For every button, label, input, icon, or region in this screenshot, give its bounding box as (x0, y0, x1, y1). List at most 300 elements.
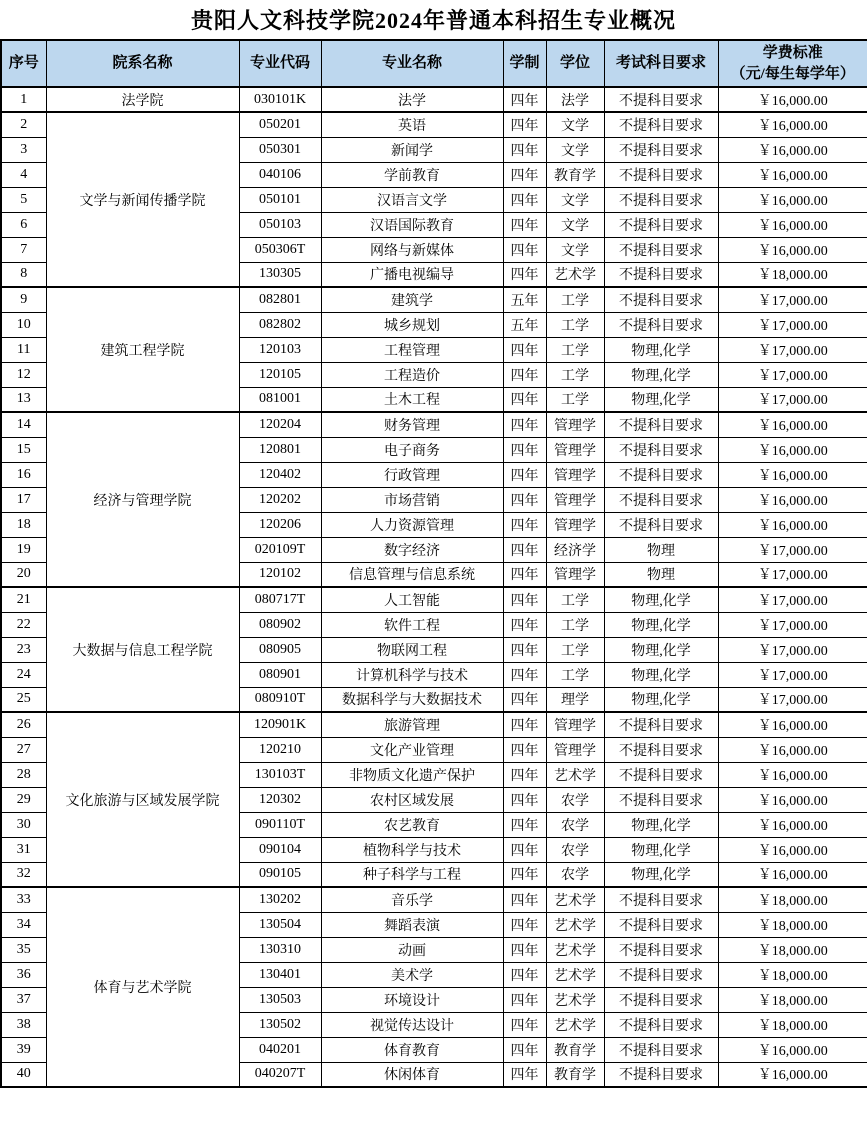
exam-requirement-cell: 不提科目要求 (604, 212, 718, 237)
major-code-cell: 130310 (239, 937, 321, 962)
major-code-cell: 040207T (239, 1062, 321, 1087)
duration-cell: 四年 (503, 537, 546, 562)
degree-cell: 管理学 (546, 487, 604, 512)
major-name-cell: 广播电视编导 (321, 262, 503, 287)
exam-requirement-cell: 不提科目要求 (604, 287, 718, 312)
duration-cell: 四年 (503, 637, 546, 662)
major-code-cell: 090110T (239, 812, 321, 837)
exam-requirement-cell: 不提科目要求 (604, 912, 718, 937)
row-number-cell: 28 (1, 762, 46, 787)
major-code-cell: 080901 (239, 662, 321, 687)
row-number-cell: 5 (1, 187, 46, 212)
major-code-cell: 130502 (239, 1012, 321, 1037)
exam-requirement-cell: 不提科目要求 (604, 737, 718, 762)
row-number-cell: 7 (1, 237, 46, 262)
major-name-cell: 电子商务 (321, 437, 503, 462)
row-number-cell: 31 (1, 837, 46, 862)
exam-requirement-cell: 不提科目要求 (604, 762, 718, 787)
major-name-cell: 种子科学与工程 (321, 862, 503, 887)
major-code-cell: 050306T (239, 237, 321, 262)
exam-requirement-cell: 不提科目要求 (604, 1062, 718, 1087)
duration-cell: 四年 (503, 712, 546, 737)
duration-cell: 四年 (503, 687, 546, 712)
row-number-cell: 39 (1, 1037, 46, 1062)
major-name-cell: 旅游管理 (321, 712, 503, 737)
degree-cell: 管理学 (546, 712, 604, 737)
major-name-cell: 人工智能 (321, 587, 503, 612)
row-number-cell: 21 (1, 587, 46, 612)
degree-cell: 工学 (546, 362, 604, 387)
duration-cell: 四年 (503, 512, 546, 537)
major-code-cell: 120302 (239, 787, 321, 812)
header-row-number: 序号 (1, 40, 46, 87)
major-name-cell: 学前教育 (321, 162, 503, 187)
fee-cell: ￥17,000.00 (718, 387, 867, 412)
college-name-cell: 文化旅游与区域发展学院 (46, 712, 239, 887)
row-number-cell: 29 (1, 787, 46, 812)
major-code-cell: 082801 (239, 287, 321, 312)
header-fee-line1: 学费标准 (762, 45, 823, 62)
exam-requirement-cell: 物理,化学 (604, 387, 718, 412)
table-body (1, 87, 867, 1087)
major-code-cell: 120103 (239, 337, 321, 362)
duration-cell: 四年 (503, 487, 546, 512)
fee-cell: ￥16,000.00 (718, 1062, 867, 1087)
major-code-cell: 090105 (239, 862, 321, 887)
degree-cell: 农学 (546, 837, 604, 862)
major-code-cell: 120204 (239, 412, 321, 437)
row-number-cell: 2 (1, 112, 46, 137)
exam-requirement-cell: 不提科目要求 (604, 112, 718, 137)
fee-cell: ￥16,000.00 (718, 837, 867, 862)
degree-cell: 艺术学 (546, 887, 604, 912)
fee-cell: ￥16,000.00 (718, 812, 867, 837)
table-row (1, 412, 867, 437)
major-code-cell: 120202 (239, 487, 321, 512)
exam-requirement-cell: 物理,化学 (604, 687, 718, 712)
row-number-cell: 14 (1, 412, 46, 437)
major-code-cell: 050201 (239, 112, 321, 137)
duration-cell: 四年 (503, 887, 546, 912)
fee-cell: ￥18,000.00 (718, 262, 867, 287)
major-name-cell: 汉语国际教育 (321, 212, 503, 237)
duration-cell: 四年 (503, 762, 546, 787)
fee-cell: ￥17,000.00 (718, 537, 867, 562)
fee-cell: ￥18,000.00 (718, 987, 867, 1012)
fee-cell: ￥17,000.00 (718, 637, 867, 662)
duration-cell: 四年 (503, 212, 546, 237)
major-name-cell: 农艺教育 (321, 812, 503, 837)
duration-cell: 四年 (503, 862, 546, 887)
major-name-cell: 网络与新媒体 (321, 237, 503, 262)
major-code-cell: 080905 (239, 637, 321, 662)
header-major-name: 专业名称 (321, 40, 503, 87)
fee-cell: ￥17,000.00 (718, 362, 867, 387)
duration-cell: 四年 (503, 987, 546, 1012)
exam-requirement-cell: 物理 (604, 537, 718, 562)
degree-cell: 工学 (546, 387, 604, 412)
exam-requirement-cell: 物理,化学 (604, 637, 718, 662)
degree-cell: 艺术学 (546, 937, 604, 962)
major-code-cell: 050301 (239, 137, 321, 162)
major-code-cell: 080717T (239, 587, 321, 612)
header-fee-line2: （元/每生每学年） (730, 65, 855, 82)
major-code-cell: 040201 (239, 1037, 321, 1062)
row-number-cell: 12 (1, 362, 46, 387)
fee-cell: ￥16,000.00 (718, 237, 867, 262)
duration-cell: 五年 (503, 287, 546, 312)
fee-cell: ￥18,000.00 (718, 912, 867, 937)
duration-cell: 四年 (503, 1037, 546, 1062)
major-code-cell: 130305 (239, 262, 321, 287)
major-name-cell: 舞蹈表演 (321, 912, 503, 937)
degree-cell: 工学 (546, 287, 604, 312)
exam-requirement-cell: 物理,化学 (604, 337, 718, 362)
fee-cell: ￥18,000.00 (718, 937, 867, 962)
degree-cell: 管理学 (546, 737, 604, 762)
duration-cell: 四年 (503, 562, 546, 587)
major-code-cell: 090104 (239, 837, 321, 862)
row-number-cell: 18 (1, 512, 46, 537)
row-number-cell: 26 (1, 712, 46, 737)
major-name-cell: 计算机科学与技术 (321, 662, 503, 687)
exam-requirement-cell: 不提科目要求 (604, 937, 718, 962)
major-name-cell: 城乡规划 (321, 312, 503, 337)
row-number-cell: 22 (1, 612, 46, 637)
row-number-cell: 37 (1, 987, 46, 1012)
major-code-cell: 082802 (239, 312, 321, 337)
row-number-cell: 1 (1, 87, 46, 112)
duration-cell: 四年 (503, 362, 546, 387)
duration-cell: 四年 (503, 837, 546, 862)
fee-cell: ￥16,000.00 (718, 437, 867, 462)
fee-cell: ￥16,000.00 (718, 1037, 867, 1062)
major-name-cell: 美术学 (321, 962, 503, 987)
fee-cell: ￥16,000.00 (718, 787, 867, 812)
exam-requirement-cell: 不提科目要求 (604, 487, 718, 512)
duration-cell: 四年 (503, 337, 546, 362)
degree-cell: 法学 (546, 87, 604, 112)
row-number-cell: 4 (1, 162, 46, 187)
major-code-cell: 120801 (239, 437, 321, 462)
fee-cell: ￥17,000.00 (718, 337, 867, 362)
header-duration: 学制 (503, 40, 546, 87)
exam-requirement-cell: 不提科目要求 (604, 987, 718, 1012)
exam-requirement-cell: 不提科目要求 (604, 787, 718, 812)
degree-cell: 经济学 (546, 537, 604, 562)
row-number-cell: 23 (1, 637, 46, 662)
row-number-cell: 24 (1, 662, 46, 687)
degree-cell: 艺术学 (546, 912, 604, 937)
exam-requirement-cell: 物理,化学 (604, 662, 718, 687)
table-row (1, 287, 867, 312)
header-fee (718, 40, 867, 87)
degree-cell: 教育学 (546, 1062, 604, 1087)
major-code-cell: 040106 (239, 162, 321, 187)
row-number-cell: 15 (1, 437, 46, 462)
duration-cell: 五年 (503, 312, 546, 337)
major-name-cell: 建筑学 (321, 287, 503, 312)
degree-cell: 管理学 (546, 512, 604, 537)
degree-cell: 农学 (546, 787, 604, 812)
duration-cell: 四年 (503, 412, 546, 437)
duration-cell: 四年 (503, 387, 546, 412)
exam-requirement-cell: 不提科目要求 (604, 312, 718, 337)
degree-cell: 管理学 (546, 562, 604, 587)
row-number-cell: 35 (1, 937, 46, 962)
exam-requirement-cell: 不提科目要求 (604, 87, 718, 112)
major-code-cell: 130503 (239, 987, 321, 1012)
exam-requirement-cell: 物理,化学 (604, 812, 718, 837)
degree-cell: 艺术学 (546, 762, 604, 787)
duration-cell: 四年 (503, 912, 546, 937)
fee-cell: ￥17,000.00 (718, 612, 867, 637)
table-row (1, 87, 867, 112)
degree-cell: 文学 (546, 237, 604, 262)
row-number-cell: 3 (1, 137, 46, 162)
fee-cell: ￥16,000.00 (718, 737, 867, 762)
degree-cell: 艺术学 (546, 962, 604, 987)
degree-cell: 文学 (546, 212, 604, 237)
degree-cell: 管理学 (546, 462, 604, 487)
major-name-cell: 财务管理 (321, 412, 503, 437)
fee-cell: ￥16,000.00 (718, 512, 867, 537)
major-name-cell: 汉语言文学 (321, 187, 503, 212)
degree-cell: 教育学 (546, 162, 604, 187)
header-row (1, 40, 867, 87)
degree-cell: 管理学 (546, 437, 604, 462)
row-number-cell: 40 (1, 1062, 46, 1087)
major-name-cell: 工程造价 (321, 362, 503, 387)
exam-requirement-cell: 不提科目要求 (604, 162, 718, 187)
major-name-cell: 文化产业管理 (321, 737, 503, 762)
major-name-cell: 音乐学 (321, 887, 503, 912)
degree-cell: 工学 (546, 637, 604, 662)
row-number-cell: 20 (1, 562, 46, 587)
fee-cell: ￥18,000.00 (718, 962, 867, 987)
exam-requirement-cell: 不提科目要求 (604, 437, 718, 462)
fee-cell: ￥16,000.00 (718, 462, 867, 487)
fee-cell: ￥16,000.00 (718, 112, 867, 137)
degree-cell: 工学 (546, 587, 604, 612)
exam-requirement-cell: 不提科目要求 (604, 1012, 718, 1037)
major-name-cell: 数据科学与大数据技术 (321, 687, 503, 712)
major-name-cell: 人力资源管理 (321, 512, 503, 537)
duration-cell: 四年 (503, 1062, 546, 1087)
major-code-cell: 050101 (239, 187, 321, 212)
major-name-cell: 动画 (321, 937, 503, 962)
major-name-cell: 植物科学与技术 (321, 837, 503, 862)
row-number-cell: 33 (1, 887, 46, 912)
major-code-cell: 120105 (239, 362, 321, 387)
fee-cell: ￥17,000.00 (718, 662, 867, 687)
duration-cell: 四年 (503, 162, 546, 187)
degree-cell: 艺术学 (546, 1012, 604, 1037)
duration-cell: 四年 (503, 87, 546, 112)
major-name-cell: 环境设计 (321, 987, 503, 1012)
header-college-name: 院系名称 (46, 40, 239, 87)
row-number-cell: 16 (1, 462, 46, 487)
row-number-cell: 34 (1, 912, 46, 937)
duration-cell: 四年 (503, 437, 546, 462)
major-code-cell: 020109T (239, 537, 321, 562)
degree-cell: 管理学 (546, 412, 604, 437)
row-number-cell: 6 (1, 212, 46, 237)
fee-cell: ￥16,000.00 (718, 712, 867, 737)
major-name-cell: 信息管理与信息系统 (321, 562, 503, 587)
college-name-cell: 文学与新闻传播学院 (46, 112, 239, 287)
fee-cell: ￥16,000.00 (718, 137, 867, 162)
duration-cell: 四年 (503, 1012, 546, 1037)
degree-cell: 工学 (546, 612, 604, 637)
major-name-cell: 体育教育 (321, 1037, 503, 1062)
row-number-cell: 32 (1, 862, 46, 887)
duration-cell: 四年 (503, 962, 546, 987)
fee-cell: ￥16,000.00 (718, 412, 867, 437)
fee-cell: ￥17,000.00 (718, 287, 867, 312)
fee-cell: ￥16,000.00 (718, 487, 867, 512)
major-code-cell: 130401 (239, 962, 321, 987)
major-code-cell: 120402 (239, 462, 321, 487)
table-row (1, 712, 867, 737)
fee-cell: ￥16,000.00 (718, 87, 867, 112)
duration-cell: 四年 (503, 462, 546, 487)
college-name-cell: 经济与管理学院 (46, 412, 239, 587)
major-code-cell: 080902 (239, 612, 321, 637)
degree-cell: 教育学 (546, 1037, 604, 1062)
duration-cell: 四年 (503, 787, 546, 812)
major-code-cell: 050103 (239, 212, 321, 237)
degree-cell: 理学 (546, 687, 604, 712)
row-number-cell: 13 (1, 387, 46, 412)
duration-cell: 四年 (503, 612, 546, 637)
fee-cell: ￥16,000.00 (718, 212, 867, 237)
exam-requirement-cell: 不提科目要求 (604, 512, 718, 537)
exam-requirement-cell: 不提科目要求 (604, 412, 718, 437)
row-number-cell: 36 (1, 962, 46, 987)
fee-cell: ￥16,000.00 (718, 187, 867, 212)
duration-cell: 四年 (503, 187, 546, 212)
major-name-cell: 新闻学 (321, 137, 503, 162)
major-name-cell: 非物质文化遗产保护 (321, 762, 503, 787)
admissions-table (0, 39, 867, 1088)
major-name-cell: 休闲体育 (321, 1062, 503, 1087)
major-name-cell: 农村区域发展 (321, 787, 503, 812)
row-number-cell: 10 (1, 312, 46, 337)
row-number-cell: 25 (1, 687, 46, 712)
major-code-cell: 130103T (239, 762, 321, 787)
major-code-cell: 130202 (239, 887, 321, 912)
duration-cell: 四年 (503, 137, 546, 162)
degree-cell: 文学 (546, 187, 604, 212)
fee-cell: ￥18,000.00 (718, 1012, 867, 1037)
exam-requirement-cell: 不提科目要求 (604, 962, 718, 987)
major-name-cell: 数字经济 (321, 537, 503, 562)
exam-requirement-cell: 物理,化学 (604, 362, 718, 387)
header-major-code: 专业代码 (239, 40, 321, 87)
degree-cell: 艺术学 (546, 262, 604, 287)
major-code-cell: 120102 (239, 562, 321, 587)
duration-cell: 四年 (503, 662, 546, 687)
row-number-cell: 38 (1, 1012, 46, 1037)
college-name-cell: 法学院 (46, 87, 239, 112)
duration-cell: 四年 (503, 112, 546, 137)
header-exam-req: 考试科目要求 (604, 40, 718, 87)
fee-cell: ￥16,000.00 (718, 762, 867, 787)
college-name-cell: 建筑工程学院 (46, 287, 239, 412)
exam-requirement-cell: 不提科目要求 (604, 187, 718, 212)
header-degree: 学位 (546, 40, 604, 87)
table-row (1, 112, 867, 137)
duration-cell: 四年 (503, 737, 546, 762)
major-name-cell: 法学 (321, 87, 503, 112)
exam-requirement-cell: 物理,化学 (604, 837, 718, 862)
exam-requirement-cell: 不提科目要求 (604, 462, 718, 487)
duration-cell: 四年 (503, 262, 546, 287)
major-code-cell: 080910T (239, 687, 321, 712)
exam-requirement-cell: 物理 (604, 562, 718, 587)
fee-cell: ￥17,000.00 (718, 562, 867, 587)
exam-requirement-cell: 不提科目要求 (604, 237, 718, 262)
degree-cell: 文学 (546, 137, 604, 162)
degree-cell: 艺术学 (546, 987, 604, 1012)
row-number-cell: 19 (1, 537, 46, 562)
exam-requirement-cell: 不提科目要求 (604, 712, 718, 737)
major-code-cell: 130504 (239, 912, 321, 937)
degree-cell: 工学 (546, 337, 604, 362)
fee-cell: ￥17,000.00 (718, 312, 867, 337)
table-row (1, 887, 867, 912)
college-name-cell: 体育与艺术学院 (46, 887, 239, 1087)
degree-cell: 工学 (546, 312, 604, 337)
duration-cell: 四年 (503, 237, 546, 262)
major-code-cell: 120901K (239, 712, 321, 737)
degree-cell: 农学 (546, 812, 604, 837)
major-name-cell: 土木工程 (321, 387, 503, 412)
major-code-cell: 120210 (239, 737, 321, 762)
row-number-cell: 11 (1, 337, 46, 362)
fee-cell: ￥18,000.00 (718, 887, 867, 912)
fee-cell: ￥16,000.00 (718, 162, 867, 187)
major-name-cell: 行政管理 (321, 462, 503, 487)
row-number-cell: 30 (1, 812, 46, 837)
exam-requirement-cell: 不提科目要求 (604, 1037, 718, 1062)
major-name-cell: 英语 (321, 112, 503, 137)
row-number-cell: 17 (1, 487, 46, 512)
exam-requirement-cell: 物理,化学 (604, 587, 718, 612)
exam-requirement-cell: 不提科目要求 (604, 137, 718, 162)
major-code-cell: 030101K (239, 87, 321, 112)
major-name-cell: 市场营销 (321, 487, 503, 512)
degree-cell: 文学 (546, 112, 604, 137)
major-name-cell: 软件工程 (321, 612, 503, 637)
degree-cell: 工学 (546, 662, 604, 687)
row-number-cell: 9 (1, 287, 46, 312)
fee-cell: ￥17,000.00 (718, 587, 867, 612)
duration-cell: 四年 (503, 937, 546, 962)
major-name-cell: 视觉传达设计 (321, 1012, 503, 1037)
major-code-cell: 120206 (239, 512, 321, 537)
exam-requirement-cell: 物理,化学 (604, 862, 718, 887)
degree-cell: 农学 (546, 862, 604, 887)
duration-cell: 四年 (503, 587, 546, 612)
table-row (1, 587, 867, 612)
exam-requirement-cell: 物理,化学 (604, 612, 718, 637)
college-name-cell: 大数据与信息工程学院 (46, 587, 239, 712)
page-title: 贵阳人文科技学院2024年普通本科招生专业概况 (190, 8, 676, 33)
major-name-cell: 工程管理 (321, 337, 503, 362)
exam-requirement-cell: 不提科目要求 (604, 887, 718, 912)
